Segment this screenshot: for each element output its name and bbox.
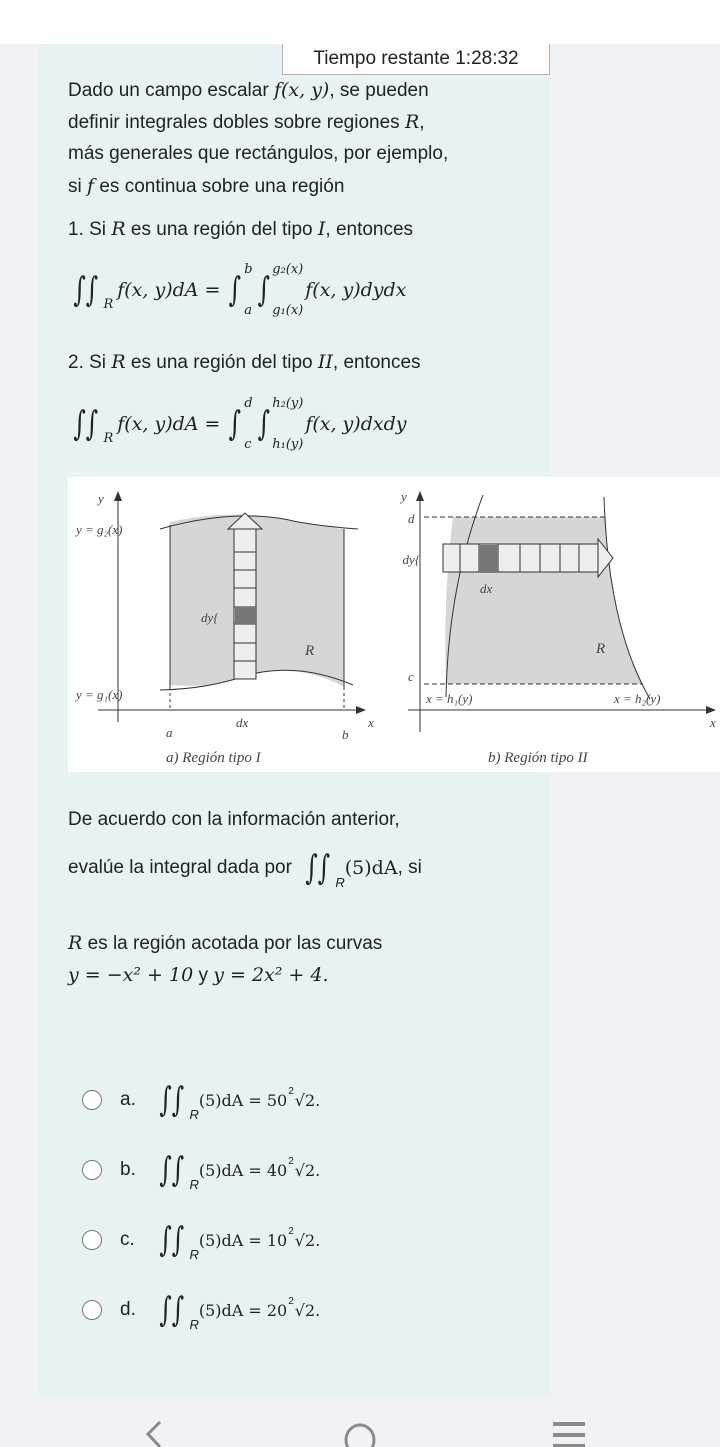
label-g2: y = g₂(x) [76,522,123,537]
rule-1-formula: ∫∫ R f(x, y)dA = ∫ b a ∫ g₂(x) g₁(x) f(x, y)dydx [73,262,407,318]
label-x-axis: x [368,715,374,730]
intro-line-3: más generales que rectángulos, por ejemplo, [68,143,449,164]
label-h1: x = h₁(y) [426,691,473,706]
timer-value: 1:28:32 [455,48,519,69]
question-line-1: De acuerdo con la información anterior, [68,809,400,830]
label-dy: dy{ [402,552,420,567]
recents-nav-icon[interactable] [550,1420,590,1447]
option-a-radio[interactable] [82,1090,102,1110]
label-y-axis: y [401,489,407,504]
region-diagram [68,477,720,772]
timer [282,44,550,75]
back-nav-icon[interactable] [140,1420,180,1447]
label-h2: x = h₂(y) [614,691,661,706]
timer-label: Tiempo restante [313,48,450,69]
label-d: d [408,511,415,526]
label-a: a [166,725,173,740]
option-b-radio[interactable] [82,1160,102,1180]
label-r: R [596,641,606,657]
question-curves: y = −x² + 10 y y = 2x² + 4. [68,964,329,986]
label-dx: dx [236,715,249,730]
rule-1-text: 1. Si R es una región del tipo I, entonces [68,218,414,240]
label-x-axis: x [710,715,716,730]
top-bar [0,0,720,44]
option-a[interactable]: a. ∫∫ R (5)dA = 50 2 √2. [82,1080,320,1120]
question-line-3: R es la región acotada por las curvas [68,932,383,954]
label-b: b [342,727,349,742]
intro-line-2: definir integrales dobles sobre regiones R, [68,111,425,133]
label-dx: dx [480,581,493,596]
option-b[interactable]: b. ∫∫ R (5)dA = 40 2 √2. [82,1150,320,1190]
rule-2-text: 2. Si R es una región del tipo II, entonces [68,351,421,373]
intro-line-4: si f es continua sobre una región [68,175,345,197]
option-letter: c. [120,1229,135,1250]
option-letter: d. [120,1299,136,1320]
option-c[interactable]: c. ∫∫ R (5)dA = 10 2 √2. [82,1220,320,1260]
rule-2-formula: ∫∫ R f(x, y)dA = ∫ d c ∫ h₂(y) h₁(y) f(x, y)dxdy [73,396,407,452]
intro-line-1: Dado un campo escalar f(x, y), se pueden [68,79,429,101]
option-d-radio[interactable] [82,1300,102,1320]
label-r: R [305,643,315,659]
caption-type-2: b) Región tipo II [488,750,588,766]
home-nav-icon[interactable] [340,1420,380,1447]
caption-type-1: a) Región tipo I [166,750,261,766]
label-y-axis: y [98,491,104,506]
option-letter: a. [120,1089,136,1110]
option-letter: b. [120,1159,136,1180]
label-dy: dy{ [201,610,219,625]
option-d[interactable]: d. ∫∫ R (5)dA = 20 2 √2. [82,1290,320,1330]
region-type-2-diagram [399,489,716,766]
region-type-1-diagram [74,491,374,766]
option-c-radio[interactable] [82,1230,102,1250]
label-c: c [408,669,414,684]
label-g1: y = g₁(x) [76,687,123,702]
question-line-2: evalúe la integral dada por ∫∫ R (5)dA , si [68,848,422,890]
